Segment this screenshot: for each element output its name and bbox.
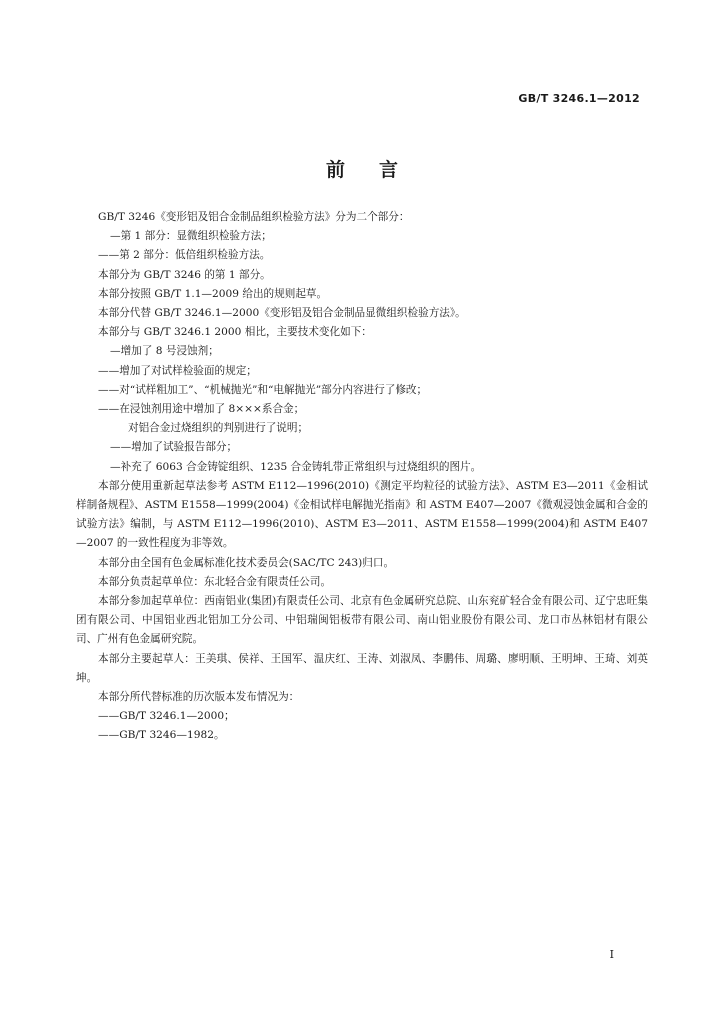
change-item: —补充了 6063 合金铸锭组织、1235 合金铸轧带正常组织与过烧组织的图片。 bbox=[110, 460, 482, 473]
standard-number: GB/T 3246.1—2012 bbox=[518, 92, 640, 105]
document-body bbox=[76, 208, 648, 746]
paragraph-replaces: 本部分代替 GB/T 3246.1—2000《变形铝及铝合金制品显微组织检验方法》。 bbox=[98, 307, 466, 320]
change-item: ——对“试样粗加工”、“机械抛光”和“电解抛光”部分内容进行了修改； bbox=[98, 383, 428, 396]
paragraph-intro: GB/T 3246《变形铝及铝合金制品组织检验方法》分为二个部分： bbox=[98, 211, 410, 223]
page-title: 前言 bbox=[325, 159, 432, 181]
change-item: —增加了 8 号浸蚀剂； bbox=[110, 345, 219, 358]
change-item: ——在浸蚀剂用途中增加了 8×××系合金； bbox=[98, 403, 305, 416]
paragraph-reference: 本部分使用重新起草法参考 ASTM E112—1996(2010)《测定平均粒径的试验方法》、ASTM E3—2011《金相试样制备规程》、ASTM E1558—1999(2004)《金相试样电解抛光指南》和 ASTM E407—2007《微观浸蚀金属和合金的试验方法》编制，与 ASTM E112—1996(2010)、ASTM E3—2011、ASTM E1558—1999(2004)和 ASTM E407—2007 的一致性程度为非等效。 bbox=[76, 479, 648, 550]
list-item-part1: —第 1 部分：显微组织检验方法； bbox=[110, 230, 272, 243]
list-item-part2: ——第 2 部分：低倍组织检验方法。 bbox=[98, 249, 271, 262]
paragraph-drafters: 本部分主要起草人：王美琪、侯祥、王国军、温庆红、王涛、刘淑凤、李鹏伟、周璐、廖明顺、王明坤、王琦、刘英坤。 bbox=[76, 652, 648, 684]
paragraph-history-intro: 本部分所代替标准的历次版本发布情况为： bbox=[98, 691, 300, 704]
history-item: ——GB/T 3246—1982。 bbox=[98, 729, 225, 742]
paragraph-committee: 本部分由全国有色金属标准化技术委员会(SAC/TC 243)归口。 bbox=[98, 556, 395, 569]
paragraph-drafting-rule: 本部分按照 GB/T 1.1—2009 给出的规则起草。 bbox=[98, 287, 328, 300]
change-item: ——增加了对试样检验面的规定； bbox=[98, 364, 257, 377]
change-item: ——增加了试验报告部分； bbox=[110, 441, 238, 454]
paragraph-participating-units: 本部分参加起草单位：西南铝业(集团)有限责任公司、北京有色金属研究总院、山东兖矿轻合金有限公司、辽宁忠旺集团有限公司、中国铝业西北铝加工分公司、中铝瑞闽铝板带有限公司、南山铝业股份有限公司、龙口市丛林铝材有限公司、广州有色金属研究院。 bbox=[76, 595, 648, 646]
paragraph-lead-unit: 本部分负责起草单位：东北轻合金有限责任公司。 bbox=[98, 575, 332, 588]
page-number: I bbox=[609, 948, 614, 961]
change-item: 对铝合金过烧组织的判别进行了说明； bbox=[128, 422, 309, 435]
paragraph-part-statement: 本部分为 GB/T 3246 的第 1 部分。 bbox=[98, 268, 271, 281]
history-item: ——GB/T 3246.1—2000； bbox=[98, 710, 235, 723]
paragraph-changes-intro: 本部分与 GB/T 3246.1 2000 相比，主要技术变化如下： bbox=[98, 326, 372, 339]
